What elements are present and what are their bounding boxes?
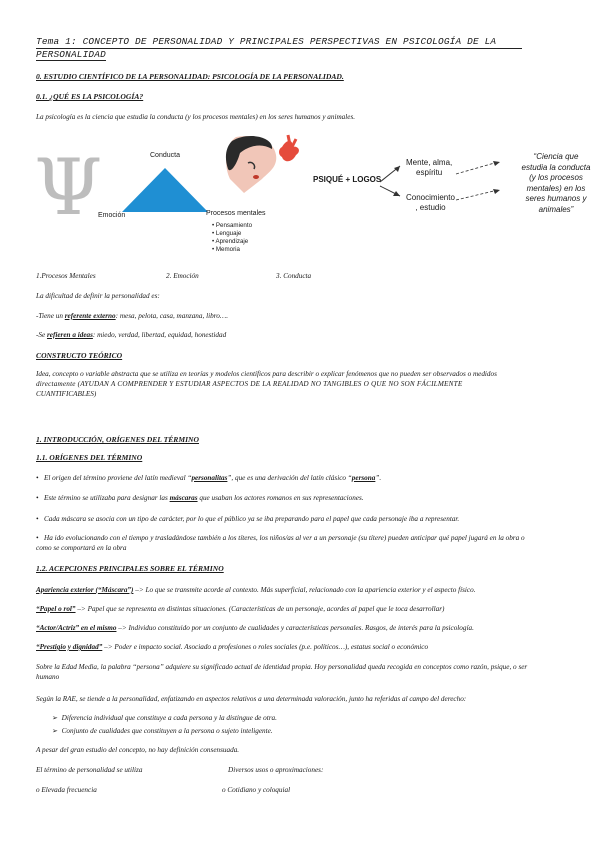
arrow-list-item: ➢ Conjunto de cualidades que constituyen a la persona o sujeto inteligente. xyxy=(52,727,273,735)
triangle-shape xyxy=(122,168,208,212)
mente-label: Mente, alma, espíritu xyxy=(406,158,453,177)
procesos-item: • Pensamiento xyxy=(212,222,253,229)
bullet-item: • Este término se utilizaba para designar las máscaras que usaban los actores romanos en sus representaciones. xyxy=(36,494,364,502)
arrow-head xyxy=(493,161,500,166)
acepcion-item: “Actor/Actriz” en el mismo –> Individuo constituido por un conjunto de cualidades y características personales. Rasgos, de interés para la psicología. xyxy=(36,624,474,632)
triangle-diagram xyxy=(120,168,210,214)
procesos-item: • Lenguaje xyxy=(212,230,242,237)
section-12-heading: 1.2. ACEPCIONES PRINCIPALES SOBRE EL TÉRMINO xyxy=(36,564,224,573)
section-0-heading: 0. ESTUDIO CIENTÍFICO DE LA PERSONALIDAD: PSICOLOGÍA DE LA PERSONALIDAD. xyxy=(36,72,344,81)
arrow-line xyxy=(456,190,498,200)
pesar-text: A pesar del gran estudio del concepto, no hay definición consensuada. xyxy=(36,746,240,754)
woman-illustration xyxy=(222,133,306,203)
bullet-item: • El origen del término proviene del latín medieval “personalitas”, que es una derivación del latín clásico “persona”. xyxy=(36,474,382,482)
conocimiento-label: Conocimiento , estudio xyxy=(406,193,455,212)
acepcion-item: “Prestigio y dignidad” –> Poder e impacto social. Asociado a profesiones o roles sociales (p.e. políticos…), estatus social o económico xyxy=(36,643,429,651)
procesos-item: • Memoria xyxy=(212,246,240,253)
acepcion-item: Apariencia exterior (“Máscara”) –> Lo que se transmite acorde al contexto. Más superficial, relacionado con la apariencia exterior y el aspecto físico. xyxy=(36,586,476,594)
psicologia-definition: La psicología es la ciencia que estudia la conducta (y los procesos mentales) en los seres humanos y animales. xyxy=(36,113,356,121)
arrow-head xyxy=(394,166,400,172)
title-line-2: PERSONALIDAD xyxy=(36,48,106,60)
dificultad-text: La dificultad de definir la personalidad es: xyxy=(36,292,160,300)
section-1-heading: 1. INTRODUCCIÓN, ORÍGENES DEL TÉRMINO xyxy=(36,435,200,444)
cotidiano-text: o Cotidiano y coloquial xyxy=(222,786,291,794)
referente-ideas-line: -Se refieren a ideas: miedo, verdad, libertad, equidad, honestidad xyxy=(36,331,227,339)
triangle-label-emocion: Emoción xyxy=(98,212,126,219)
procesos-item: • Aprendizaje xyxy=(212,238,249,245)
acepcion-item: “Papel o rol” –> Papel que se representa en distintas situaciones. (Características de un personaje, acordes al papel que le toca desarrollar) xyxy=(36,605,445,613)
bullet-item: • Cada máscara se asocia con un tipo de carácter, por lo que el público ya se iba preparando para el papel que cada personaje iba a representar. xyxy=(36,515,460,523)
psique-logos-label: PSIQUÉ + LOGOS xyxy=(313,175,382,184)
diversos-text: Diversos usos o aproximaciones: xyxy=(228,766,324,774)
rae-text: Según la RAE, se tiende a la personalidad, enfatizando en aspectos relativos a una determinada valoración, junto ha referidas al campo del derecho: xyxy=(36,695,467,703)
triangle-label-conducta: Conducta xyxy=(150,152,180,159)
termino-text: El término de personalidad se utiliza xyxy=(36,766,143,774)
numbered-item-3: 3. Conducta xyxy=(276,272,312,280)
procesos-list xyxy=(212,222,252,254)
constructo-heading: CONSTRUCTO TEÓRICO xyxy=(36,351,123,360)
title-line-1: Tema 1: CONCEPTO DE PERSONALIDAD Y PRINCIPALES PERSPECTIVAS EN PSICOLOGÍA DE LA xyxy=(36,36,522,49)
edad-media-text: Sobre la Edad Media, la palabra “persona” adquiere su significado actual de identidad propia. Hoy personalidad queda recogida en conceptos como razón, psique, o ser humano xyxy=(36,663,528,681)
numbered-item-2: 2. Emoción xyxy=(166,272,199,280)
document-title xyxy=(36,36,536,61)
elevada-text: o Elevada frecuencia xyxy=(36,786,97,794)
arrow-line xyxy=(456,162,498,174)
triangle-label-procesos: Procesos mentales xyxy=(206,210,266,217)
constructo-text: Idea, concepto o variable abstracta que se utiliza en teorías y modelos científicos para describir o explicar fenómenos que no pueden ser observados o medidos directamente (AYUDAN A COMPRENDER Y ESTUDIAR ASPECTOS DE LA REALIDAD NO TANGIBLES O QUE NO SON FÁCILMENTE CUANTIFICABLES) xyxy=(36,370,497,398)
ciencia-label: “Ciencia que estudia la conducta (y los procesos mentales) en los seres humanos y animales” xyxy=(521,152,591,214)
arrow-head xyxy=(493,189,500,194)
referente-externo-line: -Tiene un referente externo: mesa, pelota, casa, manzana, libro…. xyxy=(36,312,228,320)
numbered-item-1: 1.Procesos Mentales xyxy=(36,272,96,280)
section-11-heading: 1.1. ORÍGENES DEL TÉRMINO xyxy=(36,453,143,462)
arrow-list-item: ➢ Diferencia individual que constituye a cada persona y la distingue de otra. xyxy=(52,714,277,722)
section-01-heading: 0.1. ¿QUÉ ES LA PSICOLOGÍA? xyxy=(36,92,144,101)
psi-symbol-icon: Ψ xyxy=(34,143,103,233)
bullet-item: • Ha ido evolucionando con el tiempo y trasladándose también a los títeres, los niños/as al ver a un personaje (su títere) pueden anticipar qué papel jugará en la obra o como se comportará en la obra xyxy=(36,534,525,552)
